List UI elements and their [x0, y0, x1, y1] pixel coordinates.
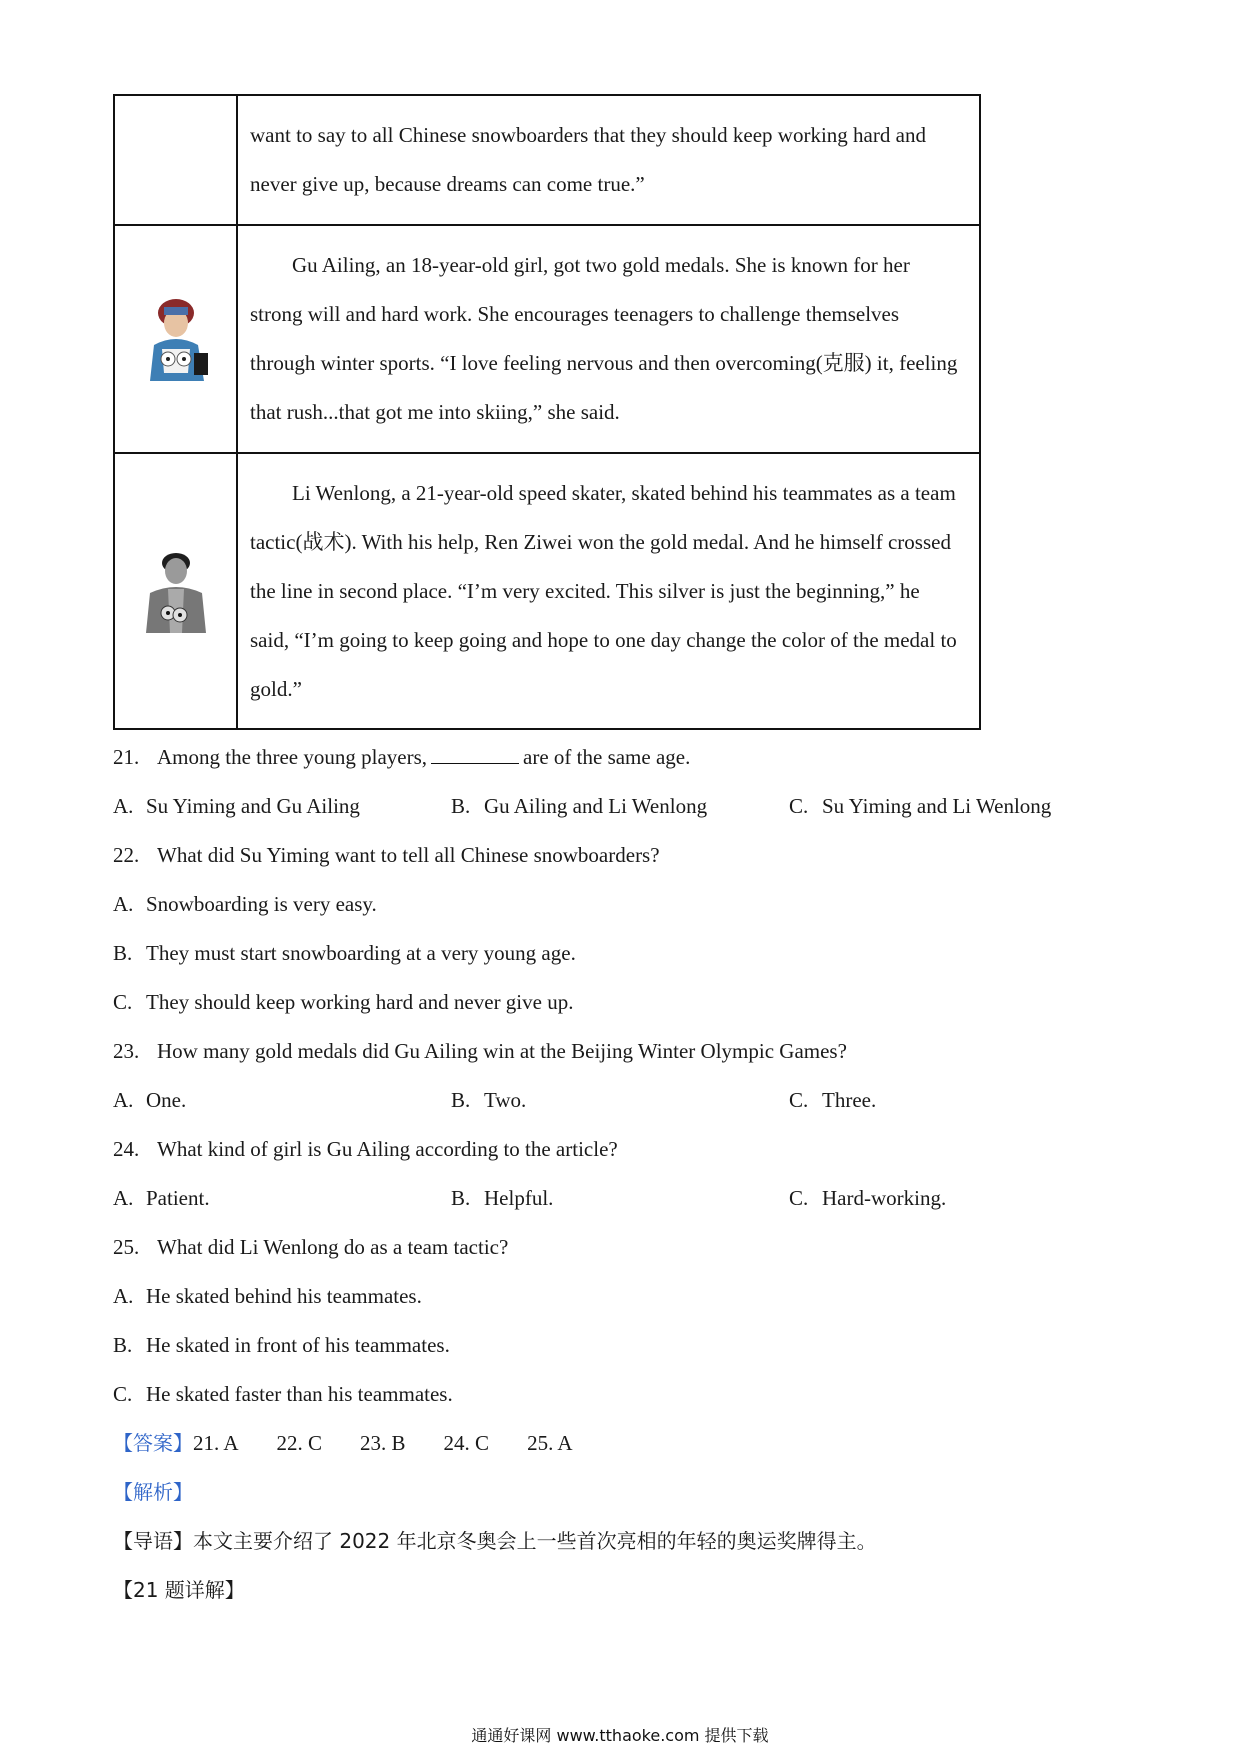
question-stem [113, 1027, 1123, 1076]
gu-ailing-text-cell [237, 225, 980, 453]
option-c: C. Su Yiming and Li Wenlong [789, 794, 1052, 818]
detail-21-label: 【21 题详解】 [113, 1578, 245, 1602]
option-b: B. Two. [451, 1088, 527, 1112]
questions-section [113, 733, 1123, 1615]
intro-line [113, 1517, 1123, 1566]
question-stem [113, 733, 1123, 782]
option-c: C. Three. [789, 1088, 877, 1112]
option-c: C. He skated faster than his teammates. [113, 1382, 453, 1406]
su-yiming-text-cell [237, 95, 980, 225]
answer-label: 【答案】 [113, 1431, 193, 1455]
answer-item: 24. C [443, 1431, 490, 1455]
detail-heading [113, 1566, 1123, 1615]
answer-blank [431, 741, 519, 764]
question-text: How many gold medals did Gu Ailing win at the Beijing Winter Olympic Games? [157, 1039, 847, 1063]
table-row [114, 225, 980, 453]
question-number: 23. [113, 1039, 140, 1063]
gu-ailing-photo-cell [114, 225, 237, 453]
article-table [113, 94, 981, 730]
intro-label: 【导语】 [113, 1529, 193, 1553]
li-wenlong-photo [138, 545, 214, 633]
question-number: 24. [113, 1137, 140, 1161]
answer-item: 23. B [360, 1431, 406, 1455]
answer-item: 25. A [527, 1431, 573, 1455]
question-text: What did Li Wenlong do as a team tactic? [157, 1235, 509, 1259]
option-b: B. They must start snowboarding at a very young age. [113, 941, 576, 965]
options-row [113, 1174, 1123, 1223]
option-a: A. One. [113, 1088, 187, 1112]
intro-text: 本文主要介绍了 2022 年北京冬奥会上一些首次亮相的年轻的奥运奖牌得主。 [193, 1529, 877, 1553]
gu-ailing-paragraph: Gu Ailing, an 18-year-old girl, got two gold medals. She is known for her strong will and hard work. She encourages teenagers to challenge themselves through winter sports. “I love feeling nervous and then overcoming(克服) it, feeling that rush...that got me into skiing,” she said. [250, 253, 958, 424]
answer-key [113, 1419, 1123, 1468]
options-row [113, 1076, 1123, 1125]
option-b: B. He skated in front of his teammates. [113, 1333, 450, 1357]
li-wenlong-photo-cell [114, 453, 237, 729]
option-b: B. Helpful. [451, 1186, 554, 1210]
option-a: A. Patient. [113, 1186, 210, 1210]
question-stem [113, 831, 1123, 880]
options-row [113, 782, 1123, 831]
question-number: 22. [113, 843, 140, 867]
question-text-before-blank: Among the three young players, [157, 745, 428, 769]
su-yiming-paragraph: want to say to all Chinese snowboarders that they should keep working hard and never give up, because dreams can come true.” [250, 123, 926, 196]
table-row [114, 453, 980, 729]
option-c: C. They should keep working hard and never give up. [113, 990, 574, 1014]
gu-ailing-photo [138, 293, 214, 381]
analysis-heading [113, 1468, 1123, 1517]
option-a: A. He skated behind his teammates. [113, 1284, 422, 1308]
li-wenlong-text-cell [237, 453, 980, 729]
question-text: What did Su Yiming want to tell all Chinese snowboarders? [157, 843, 660, 867]
empty-image-cell [114, 95, 237, 225]
option-b: B. Gu Ailing and Li Wenlong [451, 794, 708, 818]
question-number: 21. [113, 745, 140, 769]
option-c: C. Hard-working. [789, 1186, 947, 1210]
answer-item: 21. A [193, 1431, 239, 1455]
question-stem [113, 1223, 1123, 1272]
li-wenlong-paragraph: Li Wenlong, a 21-year-old speed skater, skated behind his teammates as a team tactic(战术). With his help, Ren Ziwei won the gold medal. And he himself crossed the line in second place. “I’m very excited. This silver is just the beginning,” he said, “I’m going to keep going and hope to one day change the color of the medal to gold.” [250, 480, 957, 701]
question-text: What kind of girl is Gu Ailing according to the article? [157, 1137, 618, 1161]
answer-item: 22. C [276, 1431, 323, 1455]
option-a: A. Su Yiming and Gu Ailing [113, 794, 360, 818]
analysis-label: 【解析】 [113, 1480, 193, 1504]
question-text-after-blank: are of the same age. [523, 745, 691, 769]
question-number: 25. [113, 1235, 140, 1259]
question-stem [113, 1125, 1123, 1174]
table-row [114, 95, 980, 225]
option-a: A. Snowboarding is very easy. [113, 892, 377, 916]
page-footer: 通通好课网 www.tthaoke.com 提供下载 [471, 1726, 769, 1745]
